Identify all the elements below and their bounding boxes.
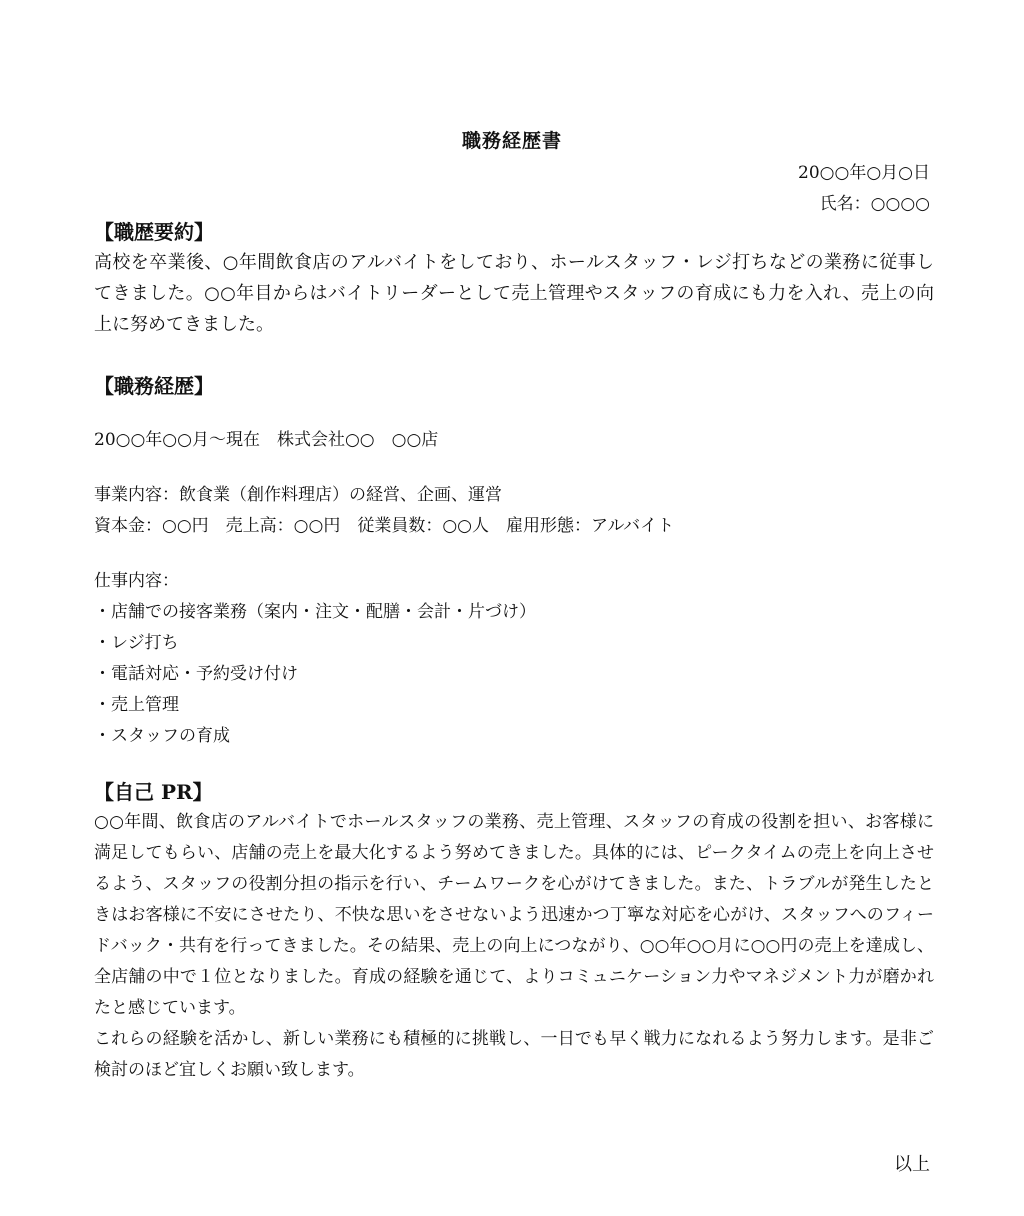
duty-item: ・売上管理 [94,695,179,715]
company-figures: 資本金：○○円 売上高：○○円 従業員数：○○人 雇用形態：アルバイト [94,516,675,536]
closing-mark: 以上 [894,1154,930,1175]
duty-item: ・レジ打ち [94,633,179,653]
duty-item: ・店舗での接客業務（案内・注文・配膳・会計・片づけ） [94,602,536,622]
pr-text: ○○年間、飲食店のアルバイトでホールスタッフの業務、売上管理、スタッフの育成の役割を担い、お客様に満足してもらい、店舗の売上を最大化するよう努めてきました。具体的には、ピークタイムの売上を向上させるよう、スタッフの役割分担の指示を行い、チームワークを心がけてきました。また、トラブルが発生したときはお客様に不安にさせたり、不快な思いをさせないよう迅速かつ丁寧な対応を心がけ、スタッフへのフィードバック・共有を行ってきました。その結果、売上の向上につながり、○○年○○月に○○円の売上を達成し、全店舗の中で１位となりました。育成の経験を通じて、よりコミュニケーション力やマネジメント力が磨かれたと感じています。 [94,812,934,1018]
business-description: 事業内容：飲食業（創作料理店）の経営、企画、運営 [94,485,502,505]
duties-block [94,566,934,752]
summary-text: 高校を卒業後、○年間飲食店のアルバイトをしており、ホールスタッフ・レジ打ちなどの業務に従事してきました。○○年目からはバイトリーダーとして売上管理やスタッフの育成にも力を入れ、売上の向上に努めてきました。 [94,252,934,335]
pr-section [94,777,934,1086]
pr-heading: 【自己 PR】 [94,780,213,804]
summary-section [94,217,934,340]
career-heading: 【職務経歴】 [94,374,214,398]
document-date: 20○○年○月○日 [798,163,930,183]
career-period-company: 20○○年○○月～現在 株式会社○○ ○○店 [94,430,439,450]
pr-closing-text: これらの経験を活かし、新しい業務にも積極的に挑戦し、一日でも早く戦力になれるよう努力します。是非ご検討のほど宜しくお願い致します。 [94,1029,934,1080]
applicant-name: 氏名：○○○○ [819,194,930,214]
document-title: 職務経歴書 [461,130,562,152]
career-details [94,425,934,456]
duties-label: 仕事内容： [94,571,179,591]
duty-item: ・電話対応・予約受け付け [94,664,298,684]
duty-item: ・スタッフの育成 [94,726,230,746]
career-section [94,371,934,401]
summary-heading: 【職歴要約】 [94,220,214,244]
company-info [94,480,934,542]
